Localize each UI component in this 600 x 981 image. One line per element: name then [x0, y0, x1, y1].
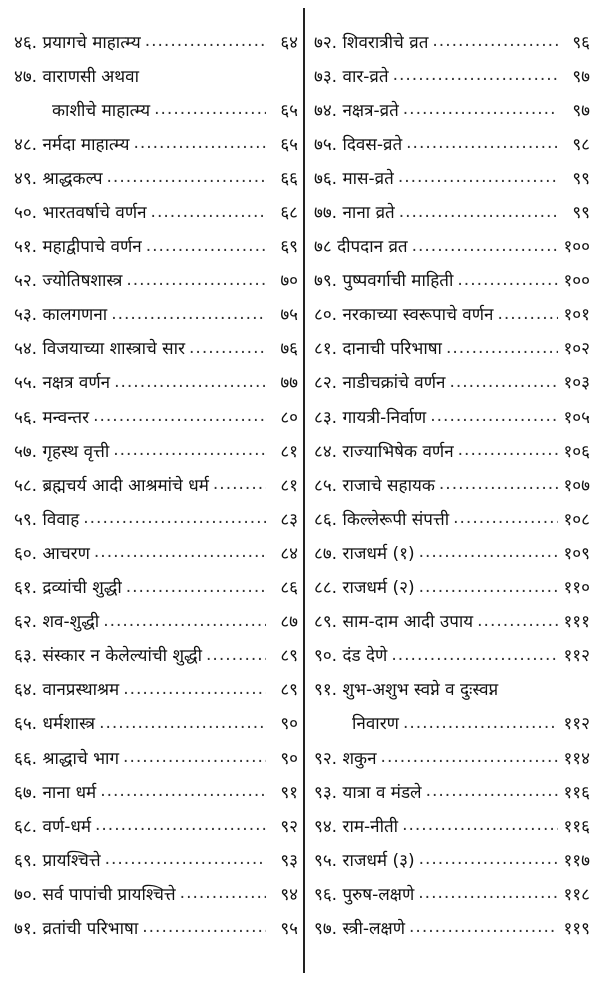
toc-leader-dots — [111, 304, 266, 324]
toc-entry — [14, 638, 298, 672]
toc-entry-title: ८५. राजाचे सहायक — [314, 475, 435, 496]
toc-entry — [314, 297, 590, 331]
toc-entry-title: ६१. द्रव्यांची शुद्धी — [14, 578, 122, 599]
toc-entry-title: ७०. सर्व पापांची प्रायश्चित्ते — [14, 884, 176, 905]
toc-entry — [14, 433, 298, 467]
toc-leader-dots — [449, 372, 558, 392]
toc-entry-title: ७७. नाना व्रते — [314, 203, 395, 224]
toc-page-number: १०८ — [563, 509, 590, 530]
toc-right-list — [314, 0, 590, 945]
toc-entry-title: ७५. दिवस-व्रते — [314, 134, 403, 155]
toc-leader-dots — [403, 99, 558, 119]
toc-entry-title: ९७. स्त्री-लक्षणे — [314, 918, 406, 939]
toc-entry — [14, 399, 298, 433]
toc-entry-title: ५५. नक्षत्र वर्णन — [14, 373, 111, 394]
toc-page-number: ९३ — [280, 850, 298, 871]
toc-page-number: ८६ — [280, 578, 298, 599]
toc-entry — [14, 706, 298, 740]
toc-page-number: १०९ — [563, 543, 590, 564]
toc-leader-dots — [146, 236, 266, 256]
toc-leader-dots — [391, 645, 558, 665]
toc-page-number: ११६ — [563, 816, 590, 837]
toc-entry — [314, 876, 590, 910]
toc-entry — [314, 58, 590, 92]
toc-entry — [14, 58, 298, 92]
toc-entry — [14, 604, 298, 638]
toc-entry — [314, 706, 590, 740]
toc-entry-title: ९६. पुरुष-लक्षणे — [314, 884, 415, 905]
toc-page-number: ८१ — [280, 441, 298, 462]
toc-leader-dots — [103, 611, 266, 631]
toc-page-number: १०५ — [563, 407, 590, 428]
toc-page-number: ८० — [280, 407, 298, 428]
toc-page-number: ६६ — [280, 168, 298, 189]
toc-entry-title: ५१. महाद्वीपाचे वर्णन — [14, 237, 142, 258]
toc-entry-title: ५६. मन्वन्तर — [14, 407, 90, 428]
toc-entry-title: ९०. दंड देणे — [314, 646, 388, 667]
toc-leader-dots — [497, 304, 558, 324]
toc-page-number: ९७ — [572, 100, 590, 121]
toc-page-number: ११२ — [563, 714, 590, 735]
toc-leader-dots — [453, 508, 558, 528]
toc-entry — [14, 808, 298, 842]
toc-leader-dots — [426, 781, 558, 801]
toc-entry — [314, 263, 590, 297]
toc-entry — [314, 638, 590, 672]
toc-leader-dots — [446, 338, 558, 358]
toc-leader-dots — [398, 167, 558, 187]
toc-leader-dots — [123, 679, 266, 699]
toc-leader-dots — [458, 440, 558, 460]
toc-page-number: ७५ — [280, 305, 298, 326]
toc-entry-title: निवारण — [352, 714, 399, 735]
toc-page-number: ९१ — [280, 782, 298, 803]
toc-leader-dots — [412, 236, 558, 256]
toc-page-number: ९७ — [572, 66, 590, 87]
toc-leader-dots — [126, 577, 266, 597]
toc-entry-title: ७३. वार-व्रते — [314, 66, 389, 87]
toc-entry — [314, 160, 590, 194]
toc-leader-dots — [418, 883, 558, 903]
toc-leader-dots — [399, 202, 558, 222]
toc-entry — [314, 24, 590, 58]
toc-entry — [314, 740, 590, 774]
toc-entry-title: ८८. राजधर्म (२) — [314, 578, 415, 599]
toc-leader-dots — [145, 31, 266, 51]
toc-leader-dots — [123, 747, 266, 767]
toc-leader-dots — [83, 508, 266, 528]
toc-page-number: ९५ — [280, 918, 298, 939]
toc-leader-dots — [406, 133, 558, 153]
toc-page-number: ८१ — [280, 475, 298, 496]
toc-page-number: ९९ — [572, 168, 590, 189]
toc-entry — [14, 672, 298, 706]
toc-entry — [14, 126, 298, 160]
toc-page-number: ८३ — [280, 509, 298, 530]
toc-page-number: ८९ — [280, 680, 298, 701]
toc-entry-title: ६६. श्राद्धाचे भाग — [14, 748, 120, 769]
toc-entry — [14, 535, 298, 569]
toc-entry-title: ८४. राज्याभिषेक वर्णन — [314, 441, 454, 462]
toc-page-number: १०२ — [563, 339, 590, 360]
toc-leader-dots — [114, 372, 266, 392]
toc-page-number: १०६ — [563, 441, 590, 462]
toc-entry-title: ४६. प्रयागचे माहात्म्य — [14, 32, 141, 53]
toc-page-number: ११७ — [563, 850, 590, 871]
toc-leader-dots — [206, 645, 266, 665]
toc-entry-title: ५८. ब्रह्मचर्य आदी आश्रमांचे धर्म — [14, 475, 209, 496]
toc-entry — [14, 331, 298, 365]
toc-page-number: ११६ — [563, 782, 590, 803]
toc-entry — [314, 92, 590, 126]
toc-leader-dots — [432, 31, 558, 51]
toc-entry — [314, 433, 590, 467]
toc-entry-title: ७१. व्रतांची परिभाषा — [14, 918, 139, 939]
toc-leader-dots — [393, 65, 558, 85]
toc-entry-title: ८३. गायत्री-निर्वाण — [314, 407, 427, 428]
toc-entry — [14, 297, 298, 331]
toc-page-number: १०० — [563, 237, 590, 258]
toc-entry — [314, 842, 590, 876]
toc-entry-title: ७२. शिवरात्रीचे व्रत — [314, 32, 429, 53]
toc-leader-dots — [133, 133, 266, 153]
toc-entry — [14, 774, 298, 808]
toc-leader-dots — [105, 849, 266, 869]
toc-page-number: ११० — [563, 578, 590, 599]
toc-leader-dots — [381, 747, 558, 767]
toc-entry-title: ९१. शुभ-अशुभ स्वप्ने व दुःस्वप्न — [314, 680, 499, 701]
toc-entry — [314, 570, 590, 604]
toc-entry-title: ७८ दीपदान व्रत — [314, 237, 408, 258]
toc-leader-dots — [402, 815, 558, 835]
toc-entry-title: ८९. साम-दाम आदी उपाय — [314, 612, 474, 633]
toc-entry-title: ६०. आचरण — [14, 543, 90, 564]
toc-entry — [314, 126, 590, 160]
toc-leader-dots — [419, 542, 558, 562]
toc-entry-title: ८०. नरकाच्या स्वरूपाचे वर्णन — [314, 305, 494, 326]
toc-leader-dots — [189, 338, 266, 358]
toc-entry-title: ६३. संस्कार न केलेल्यांची शुद्धी — [14, 646, 203, 667]
toc-leader-dots — [94, 542, 266, 562]
toc-entry — [14, 194, 298, 228]
toc-entry — [314, 808, 590, 842]
toc-entry — [14, 92, 298, 126]
toc-entry — [314, 331, 590, 365]
toc-leader-dots — [154, 99, 266, 119]
toc-page-number: ९० — [280, 714, 298, 735]
toc-leader-dots — [180, 883, 266, 903]
toc-entry — [14, 740, 298, 774]
toc-leader-dots — [213, 474, 266, 494]
toc-leader-dots — [430, 406, 558, 426]
toc-leader-dots — [99, 713, 266, 733]
toc-entry — [14, 876, 298, 910]
toc-page-number: १०७ — [563, 475, 590, 496]
toc-entry-title: ४८. नर्मदा माहात्म्य — [14, 134, 130, 155]
toc-page-number: १०० — [563, 271, 590, 292]
toc-left-column — [14, 0, 298, 945]
toc-entry-title: ९३. यात्रा व मंडले — [314, 782, 422, 803]
toc-leader-dots — [126, 270, 266, 290]
toc-entry — [14, 365, 298, 399]
toc-page-number: ९४ — [280, 884, 298, 905]
toc-leader-dots — [107, 167, 266, 187]
toc-entry-title: ६५. धर्मशास्त्र — [14, 714, 96, 735]
toc-entry — [14, 160, 298, 194]
toc-page-number: ६४ — [280, 32, 298, 53]
toc-page-number: ९८ — [572, 134, 590, 155]
toc-entry-title: ४७. वाराणसी अथवा — [14, 66, 139, 87]
toc-right-column — [314, 0, 590, 945]
toc-entry — [14, 910, 298, 944]
toc-page-number: ६९ — [280, 237, 298, 258]
toc-entry-title: काशीचे माहात्म्य — [52, 100, 151, 121]
toc-page-number: १०३ — [563, 373, 590, 394]
toc-left-list — [14, 0, 298, 945]
toc-entry — [314, 672, 590, 706]
toc-page-number: ७७ — [280, 373, 298, 394]
toc-entry — [14, 842, 298, 876]
toc-entry — [314, 194, 590, 228]
toc-entry-title: ५०. भारतवर्षाचे वर्णन — [14, 203, 147, 224]
toc-entry — [314, 229, 590, 263]
toc-entry-title: ७६. मास-व्रते — [314, 168, 394, 189]
toc-entry-title: ६४. वानप्रस्थाश्रम — [14, 680, 120, 701]
toc-page-number: ९९ — [572, 203, 590, 224]
toc-entry-title: ५७. गृहस्थ वृत्ती — [14, 441, 110, 462]
toc-leader-dots — [477, 611, 558, 631]
toc-leader-dots — [151, 202, 266, 222]
toc-entry-title: ५९. विवाह — [14, 509, 80, 530]
toc-page-number: ११९ — [563, 918, 590, 939]
toc-entry-title: ९४. राम-नीती — [314, 816, 399, 837]
toc-entry-title: ६७. नाना धर्म — [14, 782, 97, 803]
toc-entry — [14, 467, 298, 501]
toc-page-number: ७० — [280, 271, 298, 292]
toc-leader-dots — [419, 849, 558, 869]
toc-page-number: ७६ — [280, 339, 298, 360]
toc-leader-dots — [95, 815, 266, 835]
toc-page-number: ९६ — [572, 32, 590, 53]
toc-leader-dots — [113, 440, 266, 460]
toc-entry-title: ५२. ज्योतिषशास्त्र — [14, 271, 123, 292]
toc-page-number: ९२ — [280, 816, 298, 837]
toc-entry — [14, 24, 298, 58]
toc-leader-dots — [93, 406, 266, 426]
toc-page-number: ९० — [280, 748, 298, 769]
toc-page-number: ६५ — [280, 100, 298, 121]
toc-entry — [314, 535, 590, 569]
toc-entry-title: ५३. कालगणना — [14, 305, 108, 326]
toc-entry-title: ६२. शव-शुद्धी — [14, 612, 100, 633]
toc-page-number: ११४ — [563, 748, 590, 769]
toc-entry-title: ४९. श्राद्धकल्प — [14, 168, 103, 189]
toc-entry-title: ७९. पुष्पवर्गाची माहिती — [314, 271, 454, 292]
toc-entry — [314, 910, 590, 944]
toc-page-number: ६५ — [280, 134, 298, 155]
toc-entry — [14, 229, 298, 263]
toc-page-number: ११२ — [563, 646, 590, 667]
toc-entry-title: ६९. प्रायश्चित्ते — [14, 850, 101, 871]
toc-entry — [314, 467, 590, 501]
toc-entry-title: ५४. विजयाच्या शास्त्राचे सार — [14, 339, 186, 360]
toc-page-number: ६८ — [280, 203, 298, 224]
toc-entry-title: ८२. नाडीचक्रांचे वर्णन — [314, 373, 446, 394]
toc-page-number: ८९ — [280, 646, 298, 667]
toc-entry-title: ९५. राजधर्म (३) — [314, 850, 415, 871]
toc-page-number: १११ — [563, 612, 590, 633]
toc-entry-title: ८१. दानाची परिभाषा — [314, 339, 442, 360]
toc-leader-dots — [439, 474, 558, 494]
toc-entry-title: ८६. किल्लेरूपी संपत्ती — [314, 509, 450, 530]
toc-entry — [314, 501, 590, 535]
toc-entry-title: ६८. वर्ण-धर्म — [14, 816, 91, 837]
toc-entry-title: ८७. राजधर्म (१) — [314, 543, 415, 564]
toc-entry — [14, 501, 298, 535]
toc-leader-dots — [100, 781, 266, 801]
toc-entry — [314, 399, 590, 433]
toc-entry — [314, 365, 590, 399]
toc-page-number: ८७ — [280, 612, 298, 633]
toc-leader-dots — [419, 577, 558, 597]
toc-page-number: १०१ — [563, 305, 590, 326]
toc-leader-dots — [142, 917, 266, 937]
toc-entry — [314, 604, 590, 638]
toc-leader-dots — [457, 270, 558, 290]
toc-entry — [14, 263, 298, 297]
toc-entry — [14, 570, 298, 604]
toc-page-number: ११८ — [563, 884, 590, 905]
toc-entry-title: ७४. नक्षत्र-व्रते — [314, 100, 399, 121]
toc-entry-title: ९२. शकुन — [314, 748, 377, 769]
toc-leader-dots — [409, 917, 558, 937]
toc-entry — [314, 774, 590, 808]
column-divider — [303, 8, 305, 973]
toc-page-number: ८४ — [280, 543, 298, 564]
toc-leader-dots — [403, 713, 558, 733]
